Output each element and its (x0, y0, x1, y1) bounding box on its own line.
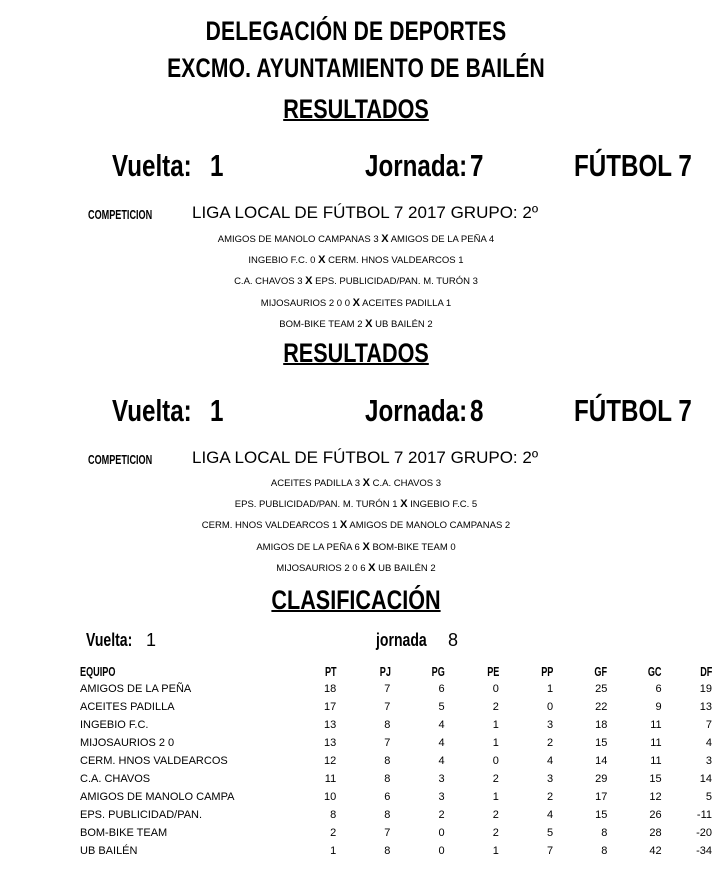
stat-cell: 0 (438, 845, 445, 857)
jornada-value-1: 7 (470, 148, 484, 183)
stat-cell: 13 (323, 719, 337, 731)
stat-cell: 12 (323, 755, 337, 767)
table-row (80, 716, 712, 734)
stat-cell: 8 (384, 773, 391, 785)
stat-cell: -34 (696, 845, 712, 857)
standings-jornada-value: 8 (448, 630, 459, 650)
results-title-1: RESULTADOS (283, 94, 429, 124)
standings-title: CLASIFICACIÓN (271, 585, 441, 615)
col-header-pg: PG (431, 663, 445, 679)
stat-cell: 7 (546, 845, 554, 857)
stat-cell: 19 (699, 683, 712, 695)
stat-cell: 9 (655, 701, 662, 713)
stat-cell: 15 (595, 737, 608, 749)
stat-cell: 8 (384, 755, 391, 767)
stat-cell: 3 (438, 791, 445, 803)
stat-cell: 8 (601, 845, 608, 857)
stat-cell: 2 (492, 773, 499, 785)
team-name-cell: MIJOSAURIOS 2 0 (80, 737, 175, 749)
stat-cell: 0 (546, 701, 554, 713)
jornada-label-2: Jornada: (365, 393, 468, 428)
competition-label-1: COMPETICION (88, 207, 153, 222)
stat-cell: 2 (438, 809, 445, 821)
stat-cell: 4 (546, 755, 554, 767)
col-header-gc: GC (647, 663, 662, 679)
stat-cell: 25 (595, 683, 608, 695)
stat-cell: 6 (438, 683, 445, 695)
standings-vuelta-value: 1 (146, 630, 157, 650)
stat-cell: 6 (384, 791, 391, 803)
stat-cell: 13 (323, 737, 337, 749)
stat-cell: 7 (705, 719, 712, 731)
vuelta-label-2: Vuelta: (112, 393, 192, 428)
team-name-cell: AMIGOS DE MANOLO CAMPA (80, 791, 235, 803)
col-header-equipo: EQUIPO (80, 663, 116, 679)
table-row (80, 824, 712, 842)
match-row: EPS. PUBLICIDAD/PAN. M. TURÓN 1 X INGEBIO F.C. 5 (234, 498, 478, 510)
stat-cell: 11 (324, 773, 337, 785)
stat-cell: 8 (384, 719, 391, 731)
match-row: ACEITES PADILLA 3 X C.A. CHAVOS 3 (270, 477, 442, 489)
stat-cell: 5 (438, 701, 445, 713)
table-row (80, 806, 712, 824)
stat-cell: 4 (438, 755, 445, 767)
team-name-cell: AMIGOS DE LA PEÑA (80, 683, 192, 695)
team-name-cell: EPS. PUBLICIDAD/PAN. (80, 809, 203, 821)
stat-cell: 2 (492, 701, 499, 713)
stat-cell: -11 (696, 809, 712, 821)
stat-cell: 4 (546, 809, 554, 821)
stat-cell: 15 (649, 773, 662, 785)
match-row: C.A. CHAVOS 3 X EPS. PUBLICIDAD/PAN. M. TURÓN 3 (234, 275, 478, 287)
team-name-cell: ACEITES PADILLA (80, 701, 175, 713)
stat-cell: 1 (492, 737, 499, 749)
stat-cell: 12 (649, 791, 662, 803)
stat-cell: 8 (601, 827, 608, 839)
stat-cell: 3 (438, 773, 445, 785)
stat-cell: 8 (384, 845, 391, 857)
stat-cell: 11 (650, 737, 662, 749)
match-row: CERM. HNOS VALDEARCOS 1 X AMIGOS DE MANOLO CAMPANAS 2 (201, 519, 511, 531)
stat-cell: 14 (595, 755, 608, 767)
stat-cell: 11 (650, 755, 662, 767)
team-name-cell: BOM-BIKE TEAM (80, 827, 168, 839)
standings-vuelta-label: Vuelta: (86, 630, 133, 650)
stat-cell: 2 (492, 809, 499, 821)
team-name-cell: C.A. CHAVOS (80, 773, 151, 785)
stat-cell: 18 (595, 719, 608, 731)
standings-jornada-label: jornada (376, 630, 427, 650)
col-header-pj: PJ (379, 663, 391, 679)
col-header-pt: PT (324, 663, 337, 679)
competition-label-2: COMPETICION (88, 452, 153, 467)
match-row: MIJOSAURIOS 2 0 6 X UB BAILÉN 2 (276, 562, 436, 574)
stat-cell: 1 (492, 719, 499, 731)
sport-label-1: FÚTBOL 7 (574, 148, 692, 183)
vuelta-value-2: 1 (210, 393, 224, 428)
table-row (80, 788, 712, 806)
stat-cell: 1 (546, 683, 554, 695)
match-row: BOM-BIKE TEAM 2 X UB BAILÉN 2 (279, 318, 433, 330)
col-header-pp: PP (540, 663, 554, 679)
results-title-2: RESULTADOS (283, 338, 429, 368)
stat-cell: 1 (492, 845, 499, 857)
stat-cell: 14 (699, 773, 712, 785)
col-header-pe: PE (486, 663, 499, 679)
stat-cell: 26 (649, 809, 662, 821)
match-row: INGEBIO F.C. 0 X CERM. HNOS VALDEARCOS 1 (248, 254, 464, 266)
competition-name-2: LIGA LOCAL DE FÚTBOL 7 2017 GRUPO: 2º (192, 448, 539, 467)
team-name-cell: UB BAILÉN (80, 845, 138, 857)
stat-cell: 10 (323, 791, 337, 803)
stat-cell: 28 (649, 827, 662, 839)
stat-cell: 11 (650, 719, 662, 731)
stat-cell: 2 (492, 827, 499, 839)
vuelta-value-1: 1 (210, 148, 224, 183)
stat-cell: 3 (546, 773, 554, 785)
table-row (80, 734, 712, 752)
stat-cell: 7 (384, 737, 391, 749)
stat-cell: 0 (492, 683, 499, 695)
stat-cell: 18 (323, 683, 337, 695)
stat-cell: 5 (546, 827, 554, 839)
stat-cell: 1 (492, 791, 499, 803)
team-name-cell: CERM. HNOS VALDEARCOS (80, 755, 228, 767)
match-row: MIJOSAURIOS 2 0 0 X ACEITES PADILLA 1 (260, 297, 452, 309)
stat-cell: 13 (699, 701, 712, 713)
stat-cell: 2 (330, 827, 337, 839)
stat-cell: 4 (438, 719, 445, 731)
match-row: AMIGOS DE MANOLO CAMPANAS 3 X AMIGOS DE LA PEÑA 4 (217, 233, 495, 245)
stat-cell: 0 (492, 755, 499, 767)
stat-cell: 4 (438, 737, 445, 749)
stat-cell: 8 (330, 809, 337, 821)
stat-cell: 15 (595, 809, 608, 821)
stat-cell: 7 (384, 827, 391, 839)
stat-cell: 29 (595, 773, 608, 785)
stat-cell: 3 (705, 755, 712, 767)
sport-label-2: FÚTBOL 7 (574, 393, 692, 428)
stat-cell: 8 (384, 809, 391, 821)
stat-cell: 2 (546, 791, 554, 803)
stat-cell: 1 (330, 845, 337, 857)
stat-cell: 3 (546, 719, 554, 731)
match-row: AMIGOS DE LA PEÑA 6 X BOM-BIKE TEAM 0 (256, 541, 456, 553)
table-row (80, 752, 712, 770)
stat-cell: 17 (323, 701, 337, 713)
table-row (80, 698, 712, 716)
stat-cell: 17 (595, 791, 608, 803)
header-line-2: EXCMO. AYUNTAMIENTO DE BAILÉN (167, 53, 545, 83)
col-header-gf: GF (594, 663, 608, 679)
table-row (80, 842, 712, 860)
table-row (80, 680, 712, 698)
stat-cell: 7 (384, 701, 391, 713)
stat-cell: 22 (595, 701, 608, 713)
table-row (80, 770, 712, 788)
stat-cell: 7 (384, 683, 391, 695)
stat-cell: 6 (655, 683, 662, 695)
team-name-cell: INGEBIO F.C. (80, 719, 149, 731)
stat-cell: 0 (438, 827, 445, 839)
standings-header-row (80, 662, 712, 680)
stat-cell: 5 (705, 791, 712, 803)
competition-name-1: LIGA LOCAL DE FÚTBOL 7 2017 GRUPO: 2º (192, 203, 539, 222)
col-header-df: DF (699, 663, 712, 679)
vuelta-label-1: Vuelta: (112, 148, 192, 183)
stat-cell: -20 (696, 827, 712, 839)
header-line-1: DELEGACIÓN DE DEPORTES (205, 16, 507, 46)
standings-table (80, 662, 712, 860)
stat-cell: 4 (705, 737, 712, 749)
jornada-value-2: 8 (470, 393, 484, 428)
stat-cell: 42 (649, 845, 662, 857)
jornada-label-1: Jornada: (365, 148, 468, 183)
stat-cell: 2 (546, 737, 554, 749)
